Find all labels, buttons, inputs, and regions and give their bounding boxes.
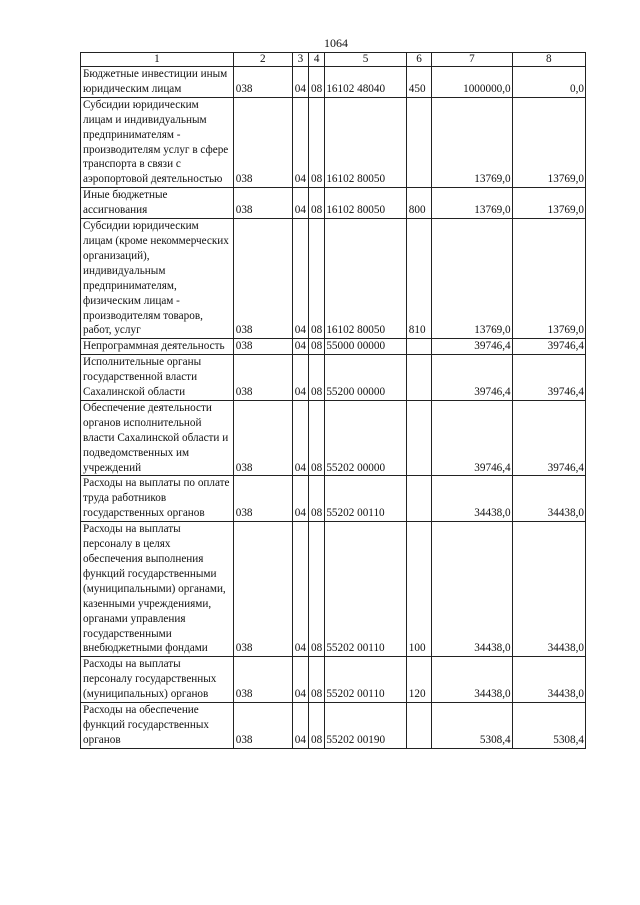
cell-amount-1: 13769,0 <box>432 219 512 339</box>
cell-subsection: 08 <box>309 339 325 355</box>
cell-target-article: 16102 80050 <box>325 188 406 219</box>
row-name: Расходы на выплаты персоналу в целях обеспечения выполнения функций государственными (муниципальными) органами, казенными учреждениями, органами управления государственными внебюджетными фондами <box>81 522 234 657</box>
table-row <box>81 657 586 703</box>
cell-amount-2: 13769,0 <box>512 219 585 339</box>
cell-expense-type <box>406 355 431 401</box>
row-name: Исполнительные органы государственной власти Сахалинской области <box>81 355 234 401</box>
cell-target-article: 55000 00000 <box>325 339 406 355</box>
cell-ministry: 038 <box>233 476 292 522</box>
cell-section: 04 <box>292 188 308 219</box>
cell-ministry: 038 <box>233 97 292 187</box>
cell-ministry: 038 <box>233 339 292 355</box>
cell-amount-2: 39746,4 <box>512 355 585 401</box>
cell-subsection: 08 <box>309 657 325 703</box>
header-cell: 6 <box>406 53 431 67</box>
cell-subsection: 08 <box>309 188 325 219</box>
table-row <box>81 219 586 339</box>
cell-ministry: 038 <box>233 355 292 401</box>
cell-target-article: 16102 80050 <box>325 97 406 187</box>
cell-amount-1: 13769,0 <box>432 97 512 187</box>
cell-ministry: 038 <box>233 703 292 749</box>
table-row <box>81 97 586 187</box>
cell-expense-type: 120 <box>406 657 431 703</box>
cell-section: 04 <box>292 219 308 339</box>
header-cell: 8 <box>512 53 585 67</box>
table-header-row <box>81 53 586 67</box>
header-cell: 3 <box>292 53 308 67</box>
row-name: Иные бюджетные ассигнования <box>81 188 234 219</box>
cell-target-article: 16102 48040 <box>325 67 406 98</box>
cell-amount-1: 34438,0 <box>432 476 512 522</box>
cell-subsection: 08 <box>309 703 325 749</box>
row-name: Расходы на обеспечение функций государственных органов <box>81 703 234 749</box>
cell-target-article: 55202 00000 <box>325 400 406 476</box>
cell-expense-type <box>406 339 431 355</box>
cell-expense-type: 810 <box>406 219 431 339</box>
cell-amount-2: 39746,4 <box>512 339 585 355</box>
cell-expense-type: 100 <box>406 522 431 657</box>
table-row <box>81 355 586 401</box>
row-name: Расходы на выплаты персоналу государственных (муниципальных) органов <box>81 657 234 703</box>
header-cell: 5 <box>325 53 406 67</box>
cell-target-article: 55202 00110 <box>325 476 406 522</box>
cell-amount-2: 34438,0 <box>512 522 585 657</box>
cell-section: 04 <box>292 400 308 476</box>
cell-amount-2: 13769,0 <box>512 97 585 187</box>
cell-section: 04 <box>292 476 308 522</box>
row-name: Субсидии юридическим лицам (кроме некоммерческих организаций), индивидуальным предпринимателям, физическим лицам - производителям товаров, работ, услуг <box>81 219 234 339</box>
cell-section: 04 <box>292 703 308 749</box>
table-row <box>81 67 586 98</box>
budget-table <box>80 52 586 749</box>
cell-expense-type: 800 <box>406 188 431 219</box>
cell-amount-1: 39746,4 <box>432 339 512 355</box>
cell-expense-type: 450 <box>406 67 431 98</box>
cell-ministry: 038 <box>233 657 292 703</box>
table-row <box>81 703 586 749</box>
cell-subsection: 08 <box>309 355 325 401</box>
cell-target-article: 55200 00000 <box>325 355 406 401</box>
cell-amount-2: 39746,4 <box>512 400 585 476</box>
row-name: Субсидии юридическим лицам и индивидуальным предпринимателям - производителям услуг в сфере транспорта в связи с аэропортовой деятельностью <box>81 97 234 187</box>
cell-section: 04 <box>292 97 308 187</box>
cell-subsection: 08 <box>309 400 325 476</box>
cell-target-article: 16102 80050 <box>325 219 406 339</box>
cell-amount-1: 34438,0 <box>432 657 512 703</box>
cell-section: 04 <box>292 522 308 657</box>
cell-section: 04 <box>292 355 308 401</box>
row-name: Расходы на выплаты по оплате труда работников государственных органов <box>81 476 234 522</box>
cell-amount-1: 39746,4 <box>432 400 512 476</box>
header-cell: 4 <box>309 53 325 67</box>
cell-amount-2: 34438,0 <box>512 657 585 703</box>
table-row <box>81 188 586 219</box>
cell-ministry: 038 <box>233 522 292 657</box>
cell-section: 04 <box>292 67 308 98</box>
table-row <box>81 476 586 522</box>
table-row <box>81 400 586 476</box>
row-name: Обеспечение деятельности органов исполнительной власти Сахалинской области и подведомственных им учреждений <box>81 400 234 476</box>
cell-subsection: 08 <box>309 67 325 98</box>
cell-amount-2: 13769,0 <box>512 188 585 219</box>
cell-amount-1: 34438,0 <box>432 522 512 657</box>
cell-amount-1: 13769,0 <box>432 188 512 219</box>
cell-expense-type <box>406 97 431 187</box>
header-cell: 1 <box>81 53 234 67</box>
cell-ministry: 038 <box>233 400 292 476</box>
cell-subsection: 08 <box>309 476 325 522</box>
cell-amount-1: 39746,4 <box>432 355 512 401</box>
cell-subsection: 08 <box>309 522 325 657</box>
page-number: 1064 <box>324 36 348 50</box>
cell-ministry: 038 <box>233 188 292 219</box>
cell-amount-2: 34438,0 <box>512 476 585 522</box>
cell-expense-type <box>406 476 431 522</box>
cell-expense-type <box>406 703 431 749</box>
cell-amount-2: 0,0 <box>512 67 585 98</box>
table-row <box>81 339 586 355</box>
cell-target-article: 55202 00110 <box>325 522 406 657</box>
row-name: Непрограммная деятельность <box>81 339 234 355</box>
header-cell: 2 <box>233 53 292 67</box>
cell-amount-1: 1000000,0 <box>432 67 512 98</box>
cell-amount-2: 5308,4 <box>512 703 585 749</box>
table-row <box>81 522 586 657</box>
row-name: Бюджетные инвестиции иным юридическим лицам <box>81 67 234 98</box>
cell-amount-1: 5308,4 <box>432 703 512 749</box>
cell-subsection: 08 <box>309 219 325 339</box>
header-cell: 7 <box>432 53 512 67</box>
cell-expense-type <box>406 400 431 476</box>
cell-ministry: 038 <box>233 67 292 98</box>
cell-target-article: 55202 00110 <box>325 657 406 703</box>
cell-subsection: 08 <box>309 97 325 187</box>
cell-target-article: 55202 00190 <box>325 703 406 749</box>
cell-section: 04 <box>292 657 308 703</box>
cell-section: 04 <box>292 339 308 355</box>
cell-ministry: 038 <box>233 219 292 339</box>
